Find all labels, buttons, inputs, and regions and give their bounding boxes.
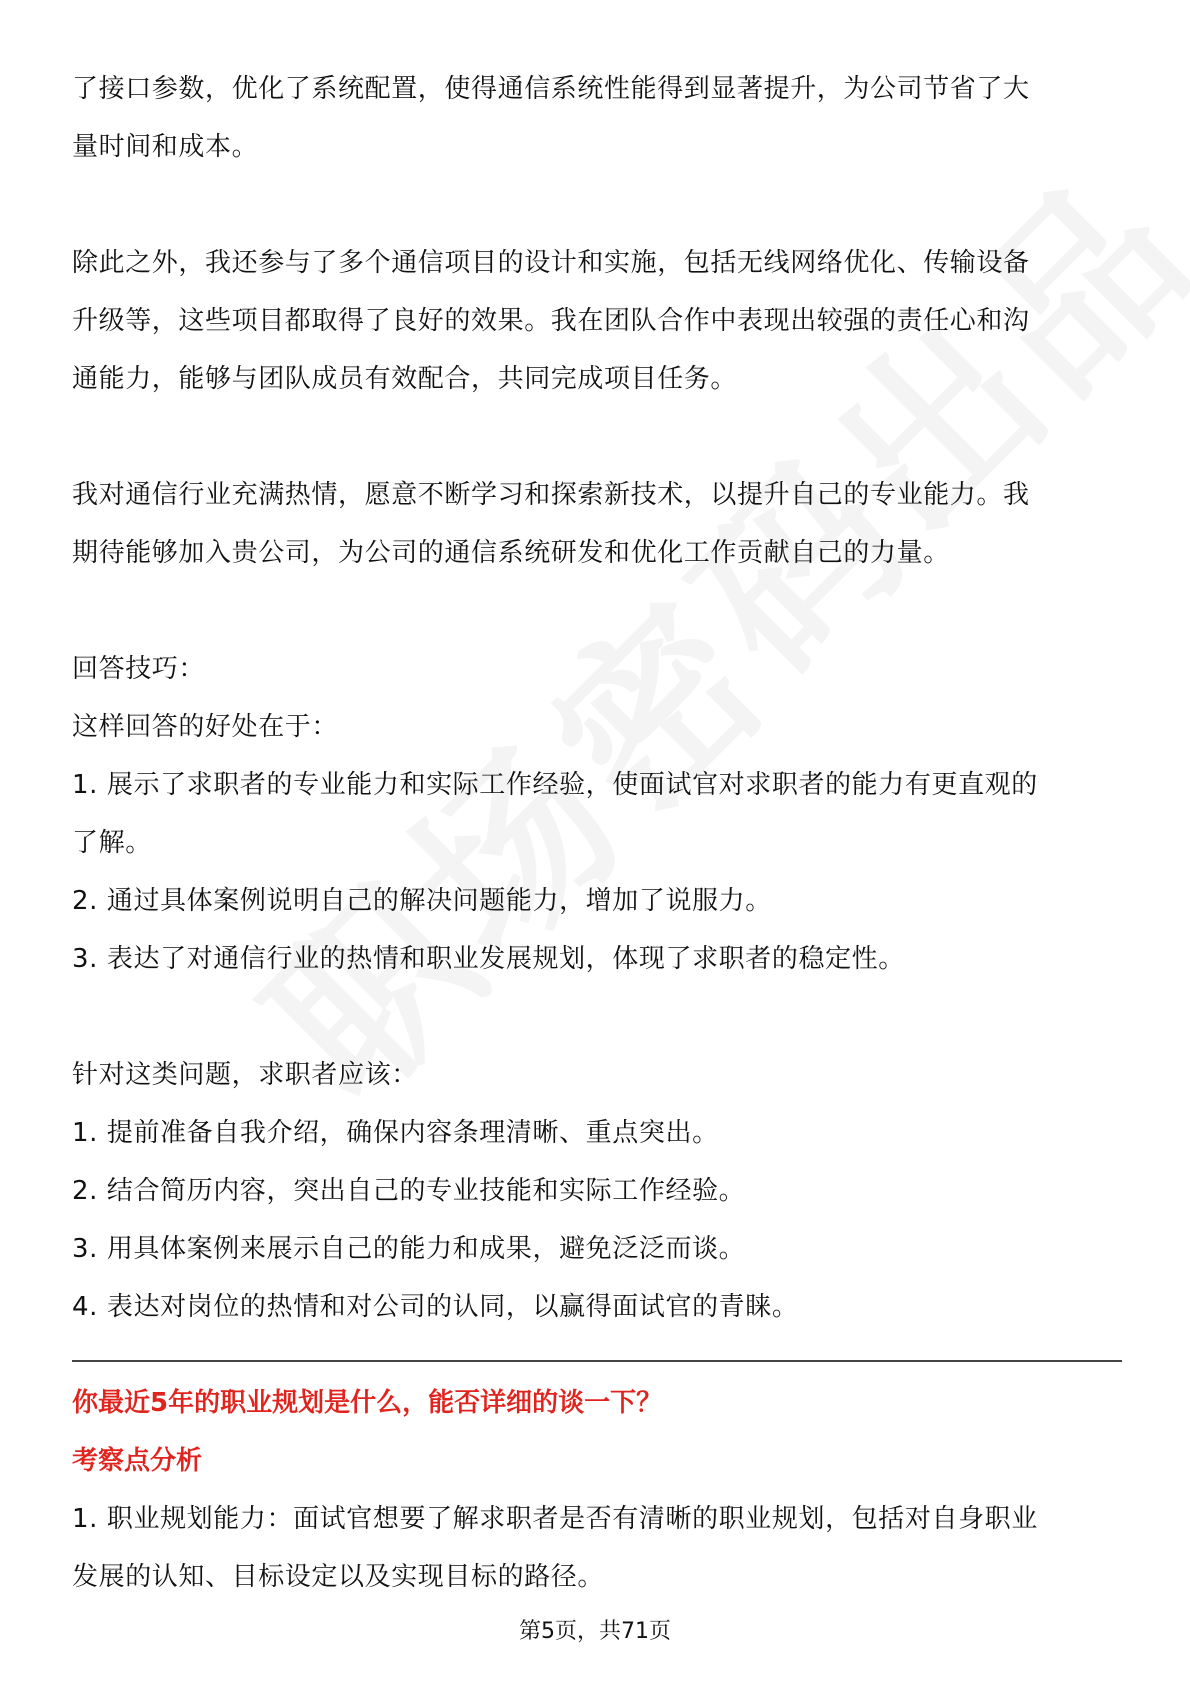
text-line: 量时间和成本。 (72, 132, 259, 162)
advice-item: 3. 用具体案例来展示自己的能力和成果，避免泛泛而谈。 (72, 1234, 746, 1264)
page-number: 第5页，共71页 (519, 1619, 671, 1644)
advice-intro: 针对这类问题，求职者应该： (72, 1060, 418, 1090)
question-section (72, 1374, 1122, 1606)
text-line: 我对通信行业充满热情，愿意不断学习和探索新技术，以提升自己的专业能力。我 (72, 480, 1030, 510)
tips-item-continued: 了解。 (72, 828, 152, 858)
question-title: 你最近5年的职业规划是什么，能否详细的谈一下？ (72, 1388, 663, 1418)
tips-item: 2. 通过具体案例说明自己的解决问题能力，增加了说服力。 (72, 886, 772, 916)
advice-item: 1. 提前准备自我介绍，确保内容条理清晰、重点突出。 (72, 1118, 719, 1148)
advice-item: 4. 表达对岗位的热情和对公司的认同，以赢得面试官的青睐。 (72, 1292, 799, 1322)
tips-heading: 回答技巧： (72, 654, 206, 684)
text-line: 通能力，能够与团队成员有效配合，共同完成项目任务。 (72, 364, 738, 394)
section-divider (72, 1360, 1122, 1362)
paragraph-project-result (72, 60, 1122, 176)
analysis-item-continued: 发展的认知、目标设定以及实现目标的路径。 (72, 1562, 605, 1592)
paragraph-other-projects (72, 234, 1122, 408)
advice-section (72, 1046, 1122, 1336)
answer-tips-section (72, 640, 1122, 988)
analysis-item: 1. 职业规划能力：面试官想要了解求职者是否有清晰的职业规划，包括对自身职业 (72, 1504, 1038, 1534)
paragraph-passion (72, 466, 1122, 582)
text-line: 了接口参数，优化了系统配置，使得通信系统性能得到显著提升，为公司节省了大 (72, 74, 1030, 104)
text-line: 期待能够加入贵公司，为公司的通信系统研发和优化工作贡献自己的力量。 (72, 538, 950, 568)
page-content (72, 60, 1122, 1606)
advice-item: 2. 结合简历内容，突出自己的专业技能和实际工作经验。 (72, 1176, 746, 1206)
tips-item: 1. 展示了求职者的专业能力和实际工作经验，使面试官对求职者的能力有更直观的 (72, 770, 1038, 800)
text-line: 升级等，这些项目都取得了良好的效果。我在团队合作中表现出较强的责任心和沟 (72, 306, 1030, 336)
text-line: 除此之外，我还参与了多个通信项目的设计和实施，包括无线网络优化、传输设备 (72, 248, 1030, 278)
analysis-heading: 考察点分析 (72, 1446, 203, 1476)
tips-item: 3. 表达了对通信行业的热情和职业发展规划，体现了求职者的稳定性。 (72, 944, 905, 974)
tips-intro: 这样回答的好处在于： (72, 712, 339, 742)
